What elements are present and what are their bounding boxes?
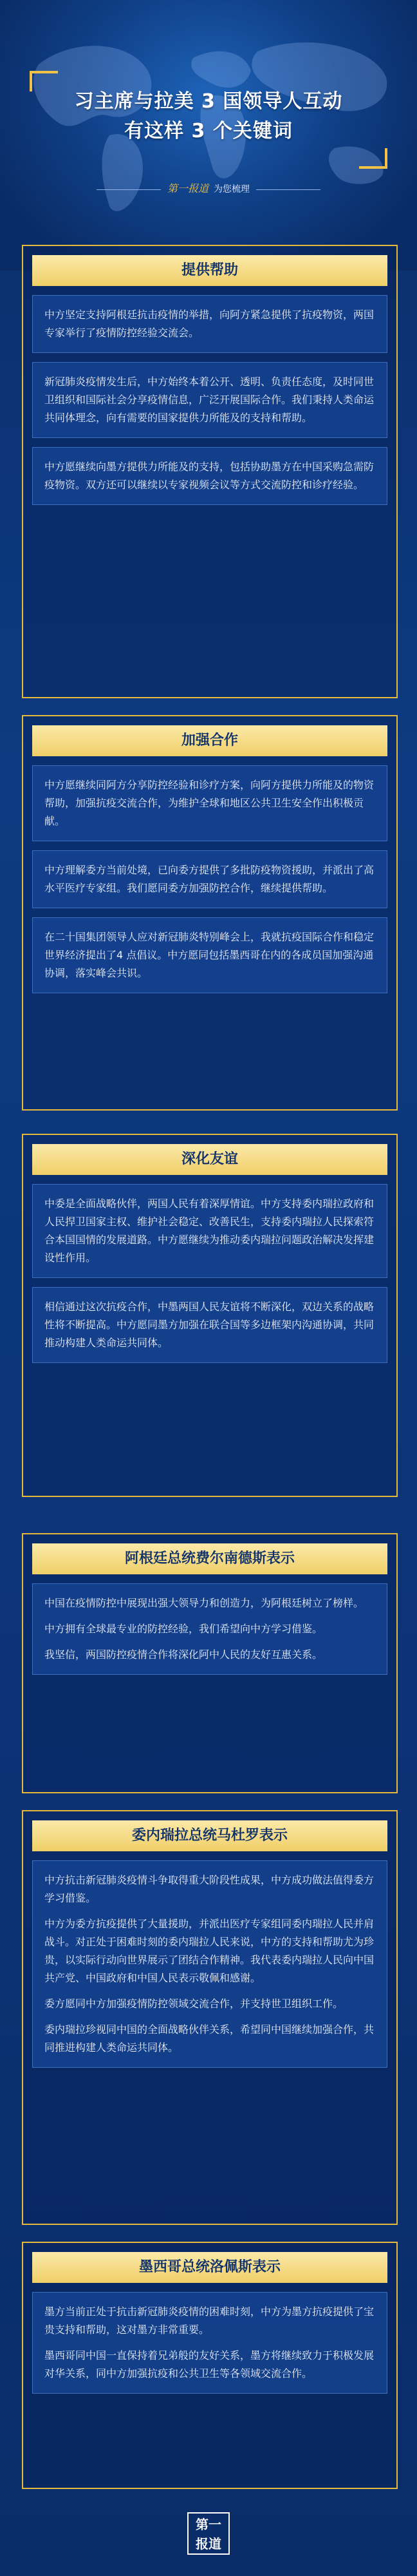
header-banner <box>0 0 417 271</box>
section-5 <box>22 1810 398 2225</box>
content-panel <box>32 2292 387 2394</box>
subtitle <box>0 180 417 195</box>
section-2 <box>22 715 398 1111</box>
content-panel <box>32 362 387 438</box>
content-panel <box>32 295 387 353</box>
content-panel <box>32 1860 387 2068</box>
content-panel <box>32 1184 387 1278</box>
paragraph: 委内瑞拉珍视同中国的全面战略伙伴关系，希望同中国继续加强合作，共同推进构建人类命运共同体。 <box>44 2023 375 2054</box>
paragraph: 墨方当前正处于抗击新冠肺炎疫情的困难时刻，中方为墨方抗疫提供了宝贵支持和帮助，这对墨方非常重要。 <box>44 2305 375 2336</box>
paragraph: 新冠肺炎疫情发生后，中方始终本着公开、透明、负责任态度，及时同世卫组织和国际社会分享疫情信息，广泛开展国际合作。我们秉持人类命运共同体理念，向有需要的国家提供力所能及的支持和帮助。 <box>44 376 375 424</box>
paragraph: 委方愿同中方加强疫情防控领域交流合作，并支持世卫组织工作。 <box>44 1998 344 2010</box>
section-heading: 深化友谊 <box>32 1144 387 1175</box>
paragraph: 中方坚定支持阿根廷抗击疫情的举措，向阿方紧急提供了抗疫物资，两国专家举行了疫情防控经验交流会。 <box>44 309 375 339</box>
paragraph: 我坚信，两国防控疫情合作将深化阿中人民的友好互惠关系。 <box>44 1648 323 1661</box>
divider-left <box>97 189 161 190</box>
section-heading: 委内瑞拉总统马杜罗表示 <box>32 1820 387 1851</box>
paragraph: 中方为委方抗疫提供了大量援助，并派出医疗专家组同委内瑞拉人民并肩战斗。对正处于困难时刻的委内瑞拉人民来说，中方的支持和帮助尤为珍贵，以实际行动向世界展示了团结合作精神。我代表委内瑞拉人民向中国共产党、中国政府和中国人民表示敬佩和感谢。 <box>44 1918 375 1984</box>
section-heading: 提供帮助 <box>32 255 387 286</box>
content-panel <box>32 917 387 993</box>
paragraph: 中方理解委方当前处境，已向委方提供了多批防疫物资援助，并派出了高水平医疗专家组。我们愿同委方加强防控合作，继续提供帮助。 <box>44 864 375 894</box>
paragraph: 墨西哥同中国一直保持着兄弟般的友好关系，墨方将继续致力于积极发展对华关系，同中方加强抗疫和公共卫生等各领域交流合作。 <box>44 2349 375 2380</box>
paragraph: 中方拥有全球最专业的防控经验，我们希望向中方学习借鉴。 <box>44 1623 323 1635</box>
section-heading: 加强合作 <box>32 725 387 756</box>
paragraph: 中方抗击新冠肺炎疫情斗争取得重大阶段性成果，中方成功做法值得委方学习借鉴。 <box>44 1874 375 1904</box>
content-panel <box>32 447 387 505</box>
paragraph: 在二十国集团领导人应对新冠肺炎特别峰会上，我就抗疫国际合作和稳定世界经济提出了4 点倡议。中方愿同包括墨西哥在内的各成员国加强沟通协调，落实峰会共识。 <box>44 931 375 979</box>
subtitle-text: 为您梳理 <box>214 184 250 195</box>
content-panel <box>32 1583 387 1675</box>
section-6 <box>22 2242 398 2489</box>
section-heading: 墨西哥总统洛佩斯表示 <box>32 2252 387 2283</box>
logo-line-1: 第一 <box>196 2517 221 2532</box>
section-4 <box>22 1533 398 1793</box>
content-panel <box>32 850 387 908</box>
section-3 <box>22 1134 398 1497</box>
paragraph: 中方愿继续同阿方分享防控经验和诊疗方案，向阿方提供力所能及的物资帮助，加强抗疫交流合作，为维护全球和地区公共卫生安全作出积极贡献。 <box>44 779 375 827</box>
title-line-1: 习主席与拉美 3 国领导人互动 <box>74 90 343 113</box>
title-line-2: 有这样 3 个关键词 <box>124 120 293 142</box>
content-panel <box>32 765 387 841</box>
brand-text: 第一报道 <box>167 182 208 195</box>
paragraph: 相信通过这次抗疫合作，中墨两国人民友谊将不断深化，双边关系的战略性将不断提高。中方愿同墨方加强在联合国等多边框架内沟通协调，共同推动构建人类命运共同体。 <box>44 1301 375 1349</box>
paragraph: 中国在疫情防控中展现出强大领导力和创造力，为阿根廷树立了榜样。 <box>44 1597 364 1609</box>
footer-logo <box>187 2512 230 2555</box>
paragraph: 中委是全面战略伙伴，两国人民有着深厚情谊。中方支持委内瑞拉政府和人民捍卫国家主权、维护社会稳定、改善民生，支持委内瑞拉人民探索符合本国国情的发展道路。中方愿继续为推动委内瑞拉问题政治解决发挥建设性作用。 <box>44 1197 375 1264</box>
section-1 <box>22 245 398 698</box>
page-title <box>0 87 417 146</box>
divider-right <box>256 189 320 190</box>
paragraph: 中方愿继续向墨方提供力所能及的支持，包括协助墨方在中国采购急需防疫物资。双方还可以继续以专家视频会议等方式交流防控和诊疗经验。 <box>44 461 375 491</box>
section-heading: 阿根廷总统费尔南德斯表示 <box>32 1543 387 1574</box>
logo-line-2: 报道 <box>196 2536 221 2552</box>
corner-bracket-bottom-right <box>359 148 387 169</box>
content-panel <box>32 1287 387 1363</box>
